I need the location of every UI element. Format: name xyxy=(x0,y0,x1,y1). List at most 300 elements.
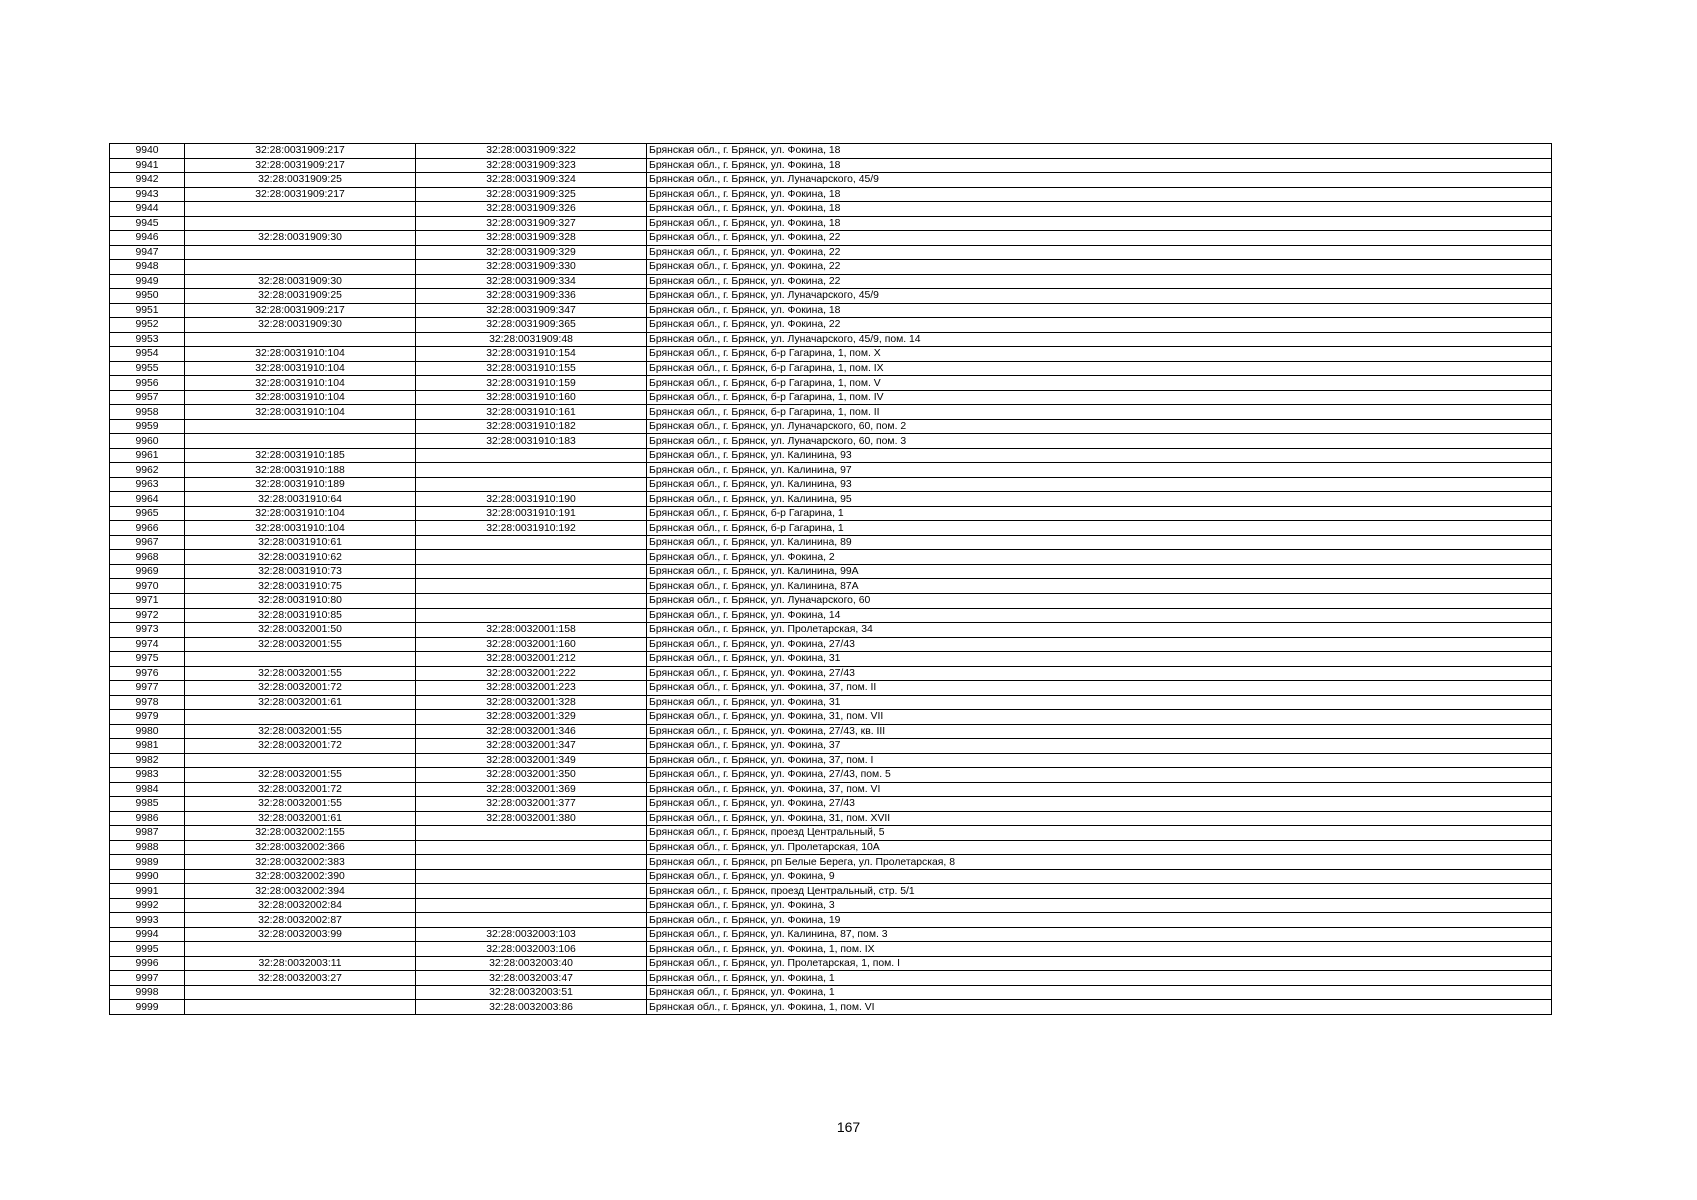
row-number-cell: 9991 xyxy=(110,884,185,899)
table-row xyxy=(110,303,1552,318)
address-cell: Брянская обл., г. Брянск, ул. Калинина, 97 xyxy=(647,463,1552,478)
table-row xyxy=(110,564,1552,579)
parent-cadastral-number-cell: 32:28:0032002:383 xyxy=(185,855,416,870)
parent-cadastral-number-cell: 32:28:0032001:72 xyxy=(185,739,416,754)
row-number-cell: 9947 xyxy=(110,245,185,260)
parent-cadastral-number-cell: 32:28:0031910:73 xyxy=(185,564,416,579)
row-number-cell: 9967 xyxy=(110,535,185,550)
table-row xyxy=(110,637,1552,652)
cadastral-number-cell: 32:28:0031909:327 xyxy=(416,216,647,231)
cadastral-number-cell: 32:28:0031910:190 xyxy=(416,492,647,507)
address-cell: Брянская обл., г. Брянск, ул. Фокина, 37, пом. I xyxy=(647,753,1552,768)
address-cell: Брянская обл., г. Брянск, ул. Фокина, 27/43 xyxy=(647,666,1552,681)
table-row xyxy=(110,376,1552,391)
address-cell: Брянская обл., г. Брянск, ул. Калинина, 95 xyxy=(647,492,1552,507)
row-number-cell: 9954 xyxy=(110,347,185,362)
table-row xyxy=(110,724,1552,739)
table-row xyxy=(110,884,1552,899)
parent-cadastral-number-cell xyxy=(185,260,416,275)
row-number-cell: 9997 xyxy=(110,971,185,986)
address-cell: Брянская обл., г. Брянск, ул. Фокина, 27/43, пом. 5 xyxy=(647,768,1552,783)
cadastral-number-cell: 32:28:0031910:183 xyxy=(416,434,647,449)
cadastral-number-cell xyxy=(416,550,647,565)
row-number-cell: 9974 xyxy=(110,637,185,652)
table-row xyxy=(110,434,1552,449)
parent-cadastral-number-cell: 32:28:0031910:104 xyxy=(185,405,416,420)
row-number-cell: 9966 xyxy=(110,521,185,536)
table-row xyxy=(110,361,1552,376)
parent-cadastral-number-cell xyxy=(185,332,416,347)
row-number-cell: 9972 xyxy=(110,608,185,623)
row-number-cell: 9989 xyxy=(110,855,185,870)
table-row xyxy=(110,390,1552,405)
cadastral-number-cell: 32:28:0032001:328 xyxy=(416,695,647,710)
parent-cadastral-number-cell xyxy=(185,419,416,434)
cadastral-number-cell xyxy=(416,463,647,478)
row-number-cell: 9955 xyxy=(110,361,185,376)
table-row xyxy=(110,942,1552,957)
parent-cadastral-number-cell: 32:28:0032001:61 xyxy=(185,695,416,710)
parent-cadastral-number-cell: 32:28:0032003:11 xyxy=(185,956,416,971)
table-row xyxy=(110,985,1552,1000)
table-row xyxy=(110,332,1552,347)
table-row xyxy=(110,913,1552,928)
table-row xyxy=(110,623,1552,638)
address-cell: Брянская обл., г. Брянск, ул. Фокина, 37 xyxy=(647,739,1552,754)
parent-cadastral-number-cell: 32:28:0032002:84 xyxy=(185,898,416,913)
parent-cadastral-number-cell: 32:28:0032002:366 xyxy=(185,840,416,855)
parent-cadastral-number-cell: 32:28:0032002:390 xyxy=(185,869,416,884)
address-cell: Брянская обл., г. Брянск, ул. Пролетарская, 1, пом. I xyxy=(647,956,1552,971)
table-row xyxy=(110,158,1552,173)
row-number-cell: 9995 xyxy=(110,942,185,957)
address-cell: Брянская обл., г. Брянск, ул. Фокина, 22 xyxy=(647,231,1552,246)
address-cell: Брянская обл., г. Брянск, ул. Фокина, 14 xyxy=(647,608,1552,623)
table-row xyxy=(110,521,1552,536)
cadastral-number-cell: 32:28:0032003:86 xyxy=(416,1000,647,1015)
row-number-cell: 9946 xyxy=(110,231,185,246)
address-cell: Брянская обл., г. Брянск, ул. Пролетарская, 10А xyxy=(647,840,1552,855)
cadastral-number-cell: 32:28:0031909:330 xyxy=(416,260,647,275)
row-number-cell: 9980 xyxy=(110,724,185,739)
table-row xyxy=(110,318,1552,333)
row-number-cell: 9973 xyxy=(110,623,185,638)
table-row xyxy=(110,231,1552,246)
parent-cadastral-number-cell xyxy=(185,985,416,1000)
address-cell: Брянская обл., г. Брянск, ул. Фокина, 3 xyxy=(647,898,1552,913)
address-cell: Брянская обл., г. Брянск, б-р Гагарина, 1, пом. IV xyxy=(647,390,1552,405)
table-row xyxy=(110,593,1552,608)
row-number-cell: 9965 xyxy=(110,506,185,521)
parent-cadastral-number-cell: 32:28:0031910:185 xyxy=(185,448,416,463)
cadastral-number-cell: 32:28:0031909:365 xyxy=(416,318,647,333)
parent-cadastral-number-cell: 32:28:0032001:55 xyxy=(185,637,416,652)
cadastral-number-cell: 32:28:0032001:158 xyxy=(416,623,647,638)
address-cell: Брянская обл., г. Брянск, ул. Фокина, 1, пом. IX xyxy=(647,942,1552,957)
row-number-cell: 9952 xyxy=(110,318,185,333)
table-row xyxy=(110,419,1552,434)
cadastral-number-cell xyxy=(416,564,647,579)
cadastral-number-cell: 32:28:0031909:347 xyxy=(416,303,647,318)
table-row xyxy=(110,550,1552,565)
cadastral-number-cell: 32:28:0032003:106 xyxy=(416,942,647,957)
cadastral-number-cell: 32:28:0031909:326 xyxy=(416,202,647,217)
row-number-cell: 9987 xyxy=(110,826,185,841)
table-row xyxy=(110,492,1552,507)
cadastral-number-cell: 32:28:0032001:349 xyxy=(416,753,647,768)
parent-cadastral-number-cell xyxy=(185,216,416,231)
row-number-cell: 9978 xyxy=(110,695,185,710)
cadastral-number-cell: 32:28:0031910:160 xyxy=(416,390,647,405)
row-number-cell: 9999 xyxy=(110,1000,185,1015)
parent-cadastral-number-cell: 32:28:0031910:64 xyxy=(185,492,416,507)
parent-cadastral-number-cell: 32:28:0032001:61 xyxy=(185,811,416,826)
parent-cadastral-number-cell: 32:28:0031910:188 xyxy=(185,463,416,478)
table-row xyxy=(110,840,1552,855)
cadastral-number-cell xyxy=(416,840,647,855)
row-number-cell: 9970 xyxy=(110,579,185,594)
registry-table-body xyxy=(110,144,1552,1015)
parent-cadastral-number-cell: 32:28:0032002:87 xyxy=(185,913,416,928)
row-number-cell: 9951 xyxy=(110,303,185,318)
address-cell: Брянская обл., г. Брянск, ул. Фокина, 22 xyxy=(647,318,1552,333)
row-number-cell: 9961 xyxy=(110,448,185,463)
cadastral-number-cell: 32:28:0031910:192 xyxy=(416,521,647,536)
parent-cadastral-number-cell: 32:28:0031910:75 xyxy=(185,579,416,594)
parent-cadastral-number-cell xyxy=(185,434,416,449)
cadastral-number-cell: 32:28:0031909:325 xyxy=(416,187,647,202)
address-cell: Брянская обл., г. Брянск, ул. Калинина, 87А xyxy=(647,579,1552,594)
cadastral-number-cell: 32:28:0032003:103 xyxy=(416,927,647,942)
row-number-cell: 9949 xyxy=(110,274,185,289)
cadastral-number-cell xyxy=(416,608,647,623)
cadastral-number-cell xyxy=(416,826,647,841)
row-number-cell: 9968 xyxy=(110,550,185,565)
table-row xyxy=(110,826,1552,841)
parent-cadastral-number-cell xyxy=(185,942,416,957)
table-row xyxy=(110,187,1552,202)
table-row xyxy=(110,869,1552,884)
parent-cadastral-number-cell: 32:28:0031909:30 xyxy=(185,318,416,333)
table-row xyxy=(110,448,1552,463)
row-number-cell: 9943 xyxy=(110,187,185,202)
table-row xyxy=(110,477,1552,492)
table-row xyxy=(110,245,1552,260)
parent-cadastral-number-cell: 32:28:0031910:189 xyxy=(185,477,416,492)
address-cell: Брянская обл., г. Брянск, ул. Фокина, 31, пом. XVII xyxy=(647,811,1552,826)
cadastral-number-cell xyxy=(416,884,647,899)
address-cell: Брянская обл., г. Брянск, ул. Фокина, 27/43, кв. III xyxy=(647,724,1552,739)
parent-cadastral-number-cell: 32:28:0031909:217 xyxy=(185,158,416,173)
cadastral-number-cell: 32:28:0032001:212 xyxy=(416,652,647,667)
cadastral-number-cell: 32:28:0031910:159 xyxy=(416,376,647,391)
table-row xyxy=(110,652,1552,667)
parent-cadastral-number-cell: 32:28:0031910:104 xyxy=(185,521,416,536)
address-cell: Брянская обл., г. Брянск, ул. Калинина, 89 xyxy=(647,535,1552,550)
table-row xyxy=(110,405,1552,420)
table-row xyxy=(110,971,1552,986)
table-row xyxy=(110,956,1552,971)
cadastral-number-cell: 32:28:0032001:160 xyxy=(416,637,647,652)
address-cell: Брянская обл., г. Брянск, ул. Фокина, 22 xyxy=(647,260,1552,275)
address-cell: Брянская обл., г. Брянск, б-р Гагарина, 1, пом. II xyxy=(647,405,1552,420)
row-number-cell: 9984 xyxy=(110,782,185,797)
address-cell: Брянская обл., г. Брянск, ул. Фокина, 37, пом. VI xyxy=(647,782,1552,797)
parent-cadastral-number-cell: 32:28:0031910:104 xyxy=(185,390,416,405)
row-number-cell: 9988 xyxy=(110,840,185,855)
parent-cadastral-number-cell: 32:28:0032001:72 xyxy=(185,681,416,696)
cadastral-number-cell xyxy=(416,855,647,870)
page-number: 167 xyxy=(836,1119,861,1135)
cadastral-number-cell: 32:28:0031909:336 xyxy=(416,289,647,304)
cadastral-number-cell: 32:28:0031910:161 xyxy=(416,405,647,420)
table-row xyxy=(110,506,1552,521)
cadastral-number-cell: 32:28:0032001:380 xyxy=(416,811,647,826)
address-cell: Брянская обл., г. Брянск, проезд Центральный, стр. 5/1 xyxy=(647,884,1552,899)
parent-cadastral-number-cell: 32:28:0032001:55 xyxy=(185,768,416,783)
table-row xyxy=(110,144,1552,159)
address-cell: Брянская обл., г. Брянск, проезд Центральный, 5 xyxy=(647,826,1552,841)
row-number-cell: 9977 xyxy=(110,681,185,696)
row-number-cell: 9971 xyxy=(110,593,185,608)
parent-cadastral-number-cell xyxy=(185,710,416,725)
table-row xyxy=(110,695,1552,710)
address-cell: Брянская обл., г. Брянск, ул. Калинина, 87, пом. 3 xyxy=(647,927,1552,942)
row-number-cell: 9996 xyxy=(110,956,185,971)
parent-cadastral-number-cell: 32:28:0031910:85 xyxy=(185,608,416,623)
address-cell: Брянская обл., г. Брянск, ул. Фокина, 31 xyxy=(647,695,1552,710)
address-cell: Брянская обл., г. Брянск, б-р Гагарина, 1, пом. IX xyxy=(647,361,1552,376)
cadastral-number-cell: 32:28:0031909:323 xyxy=(416,158,647,173)
row-number-cell: 9983 xyxy=(110,768,185,783)
table-row xyxy=(110,768,1552,783)
table-row xyxy=(110,666,1552,681)
row-number-cell: 9940 xyxy=(110,144,185,159)
cadastral-number-cell: 32:28:0032003:40 xyxy=(416,956,647,971)
cadastral-number-cell: 32:28:0031909:324 xyxy=(416,173,647,188)
parent-cadastral-number-cell: 32:28:0032003:27 xyxy=(185,971,416,986)
table-row xyxy=(110,202,1552,217)
row-number-cell: 9962 xyxy=(110,463,185,478)
address-cell: Брянская обл., г. Брянск, ул. Пролетарская, 34 xyxy=(647,623,1552,638)
table-row xyxy=(110,797,1552,812)
parent-cadastral-number-cell: 32:28:0031909:30 xyxy=(185,231,416,246)
address-cell: Брянская обл., г. Брянск, ул. Фокина, 37, пом. II xyxy=(647,681,1552,696)
row-number-cell: 9958 xyxy=(110,405,185,420)
parent-cadastral-number-cell: 32:28:0031909:217 xyxy=(185,144,416,159)
row-number-cell: 9981 xyxy=(110,739,185,754)
cadastral-number-cell: 32:28:0031910:154 xyxy=(416,347,647,362)
parent-cadastral-number-cell: 32:28:0031910:104 xyxy=(185,376,416,391)
parent-cadastral-number-cell: 32:28:0031910:62 xyxy=(185,550,416,565)
parent-cadastral-number-cell xyxy=(185,753,416,768)
row-number-cell: 9979 xyxy=(110,710,185,725)
address-cell: Брянская обл., г. Брянск, ул. Луначарского, 45/9, пом. 14 xyxy=(647,332,1552,347)
parent-cadastral-number-cell: 32:28:0032001:55 xyxy=(185,797,416,812)
row-number-cell: 9942 xyxy=(110,173,185,188)
row-number-cell: 9948 xyxy=(110,260,185,275)
address-cell: Брянская обл., г. Брянск, ул. Фокина, 2 xyxy=(647,550,1552,565)
table-row xyxy=(110,216,1552,231)
cadastral-number-cell: 32:28:0031909:328 xyxy=(416,231,647,246)
row-number-cell: 9998 xyxy=(110,985,185,1000)
address-cell: Брянская обл., г. Брянск, ул. Фокина, 18 xyxy=(647,202,1552,217)
cadastral-number-cell: 32:28:0032001:369 xyxy=(416,782,647,797)
row-number-cell: 9963 xyxy=(110,477,185,492)
row-number-cell: 9975 xyxy=(110,652,185,667)
address-cell: Брянская обл., г. Брянск, ул. Фокина, 22 xyxy=(647,245,1552,260)
parent-cadastral-number-cell: 32:28:0031910:80 xyxy=(185,593,416,608)
address-cell: Брянская обл., г. Брянск, ул. Фокина, 18 xyxy=(647,187,1552,202)
address-cell: Брянская обл., г. Брянск, ул. Фокина, 1, пом. VI xyxy=(647,1000,1552,1015)
row-number-cell: 9944 xyxy=(110,202,185,217)
address-cell: Брянская обл., г. Брянск, ул. Фокина, 1 xyxy=(647,985,1552,1000)
parent-cadastral-number-cell: 32:28:0032002:155 xyxy=(185,826,416,841)
cadastral-number-cell xyxy=(416,898,647,913)
parent-cadastral-number-cell: 32:28:0032001:72 xyxy=(185,782,416,797)
row-number-cell: 9950 xyxy=(110,289,185,304)
parent-cadastral-number-cell: 32:28:0031909:25 xyxy=(185,289,416,304)
address-cell: Брянская обл., г. Брянск, ул. Луначарского, 60 xyxy=(647,593,1552,608)
address-cell: Брянская обл., г. Брянск, ул. Фокина, 9 xyxy=(647,869,1552,884)
table-row xyxy=(110,274,1552,289)
address-cell: Брянская обл., г. Брянск, ул. Фокина, 19 xyxy=(647,913,1552,928)
table-row xyxy=(110,898,1552,913)
cadastral-number-cell: 32:28:0031910:191 xyxy=(416,506,647,521)
table-row xyxy=(110,811,1552,826)
parent-cadastral-number-cell: 32:28:0031910:104 xyxy=(185,361,416,376)
address-cell: Брянская обл., г. Брянск, рп Белые Берега, ул. Пролетарская, 8 xyxy=(647,855,1552,870)
table-row xyxy=(110,1000,1552,1015)
table-row xyxy=(110,753,1552,768)
address-cell: Брянская обл., г. Брянск, ул. Калинина, 93 xyxy=(647,448,1552,463)
address-cell: Брянская обл., г. Брянск, ул. Фокина, 27/43 xyxy=(647,637,1552,652)
table-row xyxy=(110,535,1552,550)
cadastral-number-cell: 32:28:0032001:329 xyxy=(416,710,647,725)
address-cell: Брянская обл., г. Брянск, ул. Фокина, 22 xyxy=(647,274,1552,289)
parent-cadastral-number-cell: 32:28:0031909:217 xyxy=(185,187,416,202)
address-cell: Брянская обл., г. Брянск, ул. Фокина, 31, пом. VII xyxy=(647,710,1552,725)
cadastral-number-cell xyxy=(416,593,647,608)
cadastral-number-cell: 32:28:0032001:346 xyxy=(416,724,647,739)
parent-cadastral-number-cell: 32:28:0032001:55 xyxy=(185,666,416,681)
registry-table xyxy=(109,143,1552,1015)
row-number-cell: 9990 xyxy=(110,869,185,884)
table-row xyxy=(110,463,1552,478)
cadastral-number-cell: 32:28:0032001:223 xyxy=(416,681,647,696)
parent-cadastral-number-cell: 32:28:0031910:104 xyxy=(185,506,416,521)
row-number-cell: 9969 xyxy=(110,564,185,579)
row-number-cell: 9994 xyxy=(110,927,185,942)
parent-cadastral-number-cell: 32:28:0032003:99 xyxy=(185,927,416,942)
row-number-cell: 9986 xyxy=(110,811,185,826)
address-cell: Брянская обл., г. Брянск, ул. Луначарского, 60, пом. 3 xyxy=(647,434,1552,449)
address-cell: Брянская обл., г. Брянск, б-р Гагарина, 1 xyxy=(647,521,1552,536)
row-number-cell: 9964 xyxy=(110,492,185,507)
row-number-cell: 9982 xyxy=(110,753,185,768)
address-cell: Брянская обл., г. Брянск, б-р Гагарина, 1 xyxy=(647,506,1552,521)
address-cell: Брянская обл., г. Брянск, ул. Фокина, 1 xyxy=(647,971,1552,986)
parent-cadastral-number-cell: 32:28:0031909:30 xyxy=(185,274,416,289)
parent-cadastral-number-cell: 32:28:0032001:50 xyxy=(185,623,416,638)
table-row xyxy=(110,855,1552,870)
cadastral-number-cell: 32:28:0032003:51 xyxy=(416,985,647,1000)
cadastral-number-cell: 32:28:0031910:155 xyxy=(416,361,647,376)
cadastral-number-cell: 32:28:0032003:47 xyxy=(416,971,647,986)
table-row xyxy=(110,608,1552,623)
row-number-cell: 9956 xyxy=(110,376,185,391)
address-cell: Брянская обл., г. Брянск, ул. Фокина, 18 xyxy=(647,144,1552,159)
table-row xyxy=(110,710,1552,725)
address-cell: Брянская обл., г. Брянск, ул. Фокина, 18 xyxy=(647,158,1552,173)
row-number-cell: 9941 xyxy=(110,158,185,173)
parent-cadastral-number-cell: 32:28:0031910:104 xyxy=(185,347,416,362)
table-row xyxy=(110,927,1552,942)
cadastral-number-cell xyxy=(416,579,647,594)
parent-cadastral-number-cell: 32:28:0032002:394 xyxy=(185,884,416,899)
address-cell: Брянская обл., г. Брянск, ул. Луначарского, 60, пом. 2 xyxy=(647,419,1552,434)
cadastral-number-cell: 32:28:0032001:377 xyxy=(416,797,647,812)
address-cell: Брянская обл., г. Брянск, ул. Калинина, 99А xyxy=(647,564,1552,579)
address-cell: Брянская обл., г. Брянск, ул. Луначарского, 45/9 xyxy=(647,289,1552,304)
address-cell: Брянская обл., г. Брянск, ул. Луначарского, 45/9 xyxy=(647,173,1552,188)
address-cell: Брянская обл., г. Брянск, б-р Гагарина, 1, пом. V xyxy=(647,376,1552,391)
row-number-cell: 9993 xyxy=(110,913,185,928)
address-cell: Брянская обл., г. Брянск, б-р Гагарина, 1, пом. X xyxy=(647,347,1552,362)
row-number-cell: 9957 xyxy=(110,390,185,405)
table-row xyxy=(110,289,1552,304)
row-number-cell: 9953 xyxy=(110,332,185,347)
cadastral-number-cell xyxy=(416,869,647,884)
parent-cadastral-number-cell: 32:28:0031909:25 xyxy=(185,173,416,188)
row-number-cell: 9959 xyxy=(110,419,185,434)
table-row xyxy=(110,782,1552,797)
cadastral-number-cell: 32:28:0032001:347 xyxy=(416,739,647,754)
parent-cadastral-number-cell xyxy=(185,202,416,217)
row-number-cell: 9985 xyxy=(110,797,185,812)
row-number-cell: 9945 xyxy=(110,216,185,231)
table-row xyxy=(110,347,1552,362)
cadastral-number-cell: 32:28:0031909:334 xyxy=(416,274,647,289)
parent-cadastral-number-cell: 32:28:0032001:55 xyxy=(185,724,416,739)
table-row xyxy=(110,260,1552,275)
address-cell: Брянская обл., г. Брянск, ул. Фокина, 27/43 xyxy=(647,797,1552,812)
cadastral-number-cell: 32:28:0031909:322 xyxy=(416,144,647,159)
table-row xyxy=(110,739,1552,754)
cadastral-number-cell xyxy=(416,448,647,463)
table-row xyxy=(110,579,1552,594)
cadastral-number-cell xyxy=(416,913,647,928)
table-row xyxy=(110,173,1552,188)
cadastral-number-cell: 32:28:0032001:222 xyxy=(416,666,647,681)
parent-cadastral-number-cell xyxy=(185,1000,416,1015)
cadastral-number-cell xyxy=(416,477,647,492)
address-cell: Брянская обл., г. Брянск, ул. Фокина, 18 xyxy=(647,303,1552,318)
address-cell: Брянская обл., г. Брянск, ул. Фокина, 18 xyxy=(647,216,1552,231)
cadastral-number-cell: 32:28:0031910:182 xyxy=(416,419,647,434)
address-cell: Брянская обл., г. Брянск, ул. Калинина, 93 xyxy=(647,477,1552,492)
cadastral-number-cell: 32:28:0031909:329 xyxy=(416,245,647,260)
address-cell: Брянская обл., г. Брянск, ул. Фокина, 31 xyxy=(647,652,1552,667)
parent-cadastral-number-cell: 32:28:0031910:61 xyxy=(185,535,416,550)
table-row xyxy=(110,681,1552,696)
row-number-cell: 9976 xyxy=(110,666,185,681)
row-number-cell: 9960 xyxy=(110,434,185,449)
cadastral-number-cell xyxy=(416,535,647,550)
parent-cadastral-number-cell: 32:28:0031909:217 xyxy=(185,303,416,318)
cadastral-number-cell: 32:28:0031909:48 xyxy=(416,332,647,347)
parent-cadastral-number-cell xyxy=(185,245,416,260)
